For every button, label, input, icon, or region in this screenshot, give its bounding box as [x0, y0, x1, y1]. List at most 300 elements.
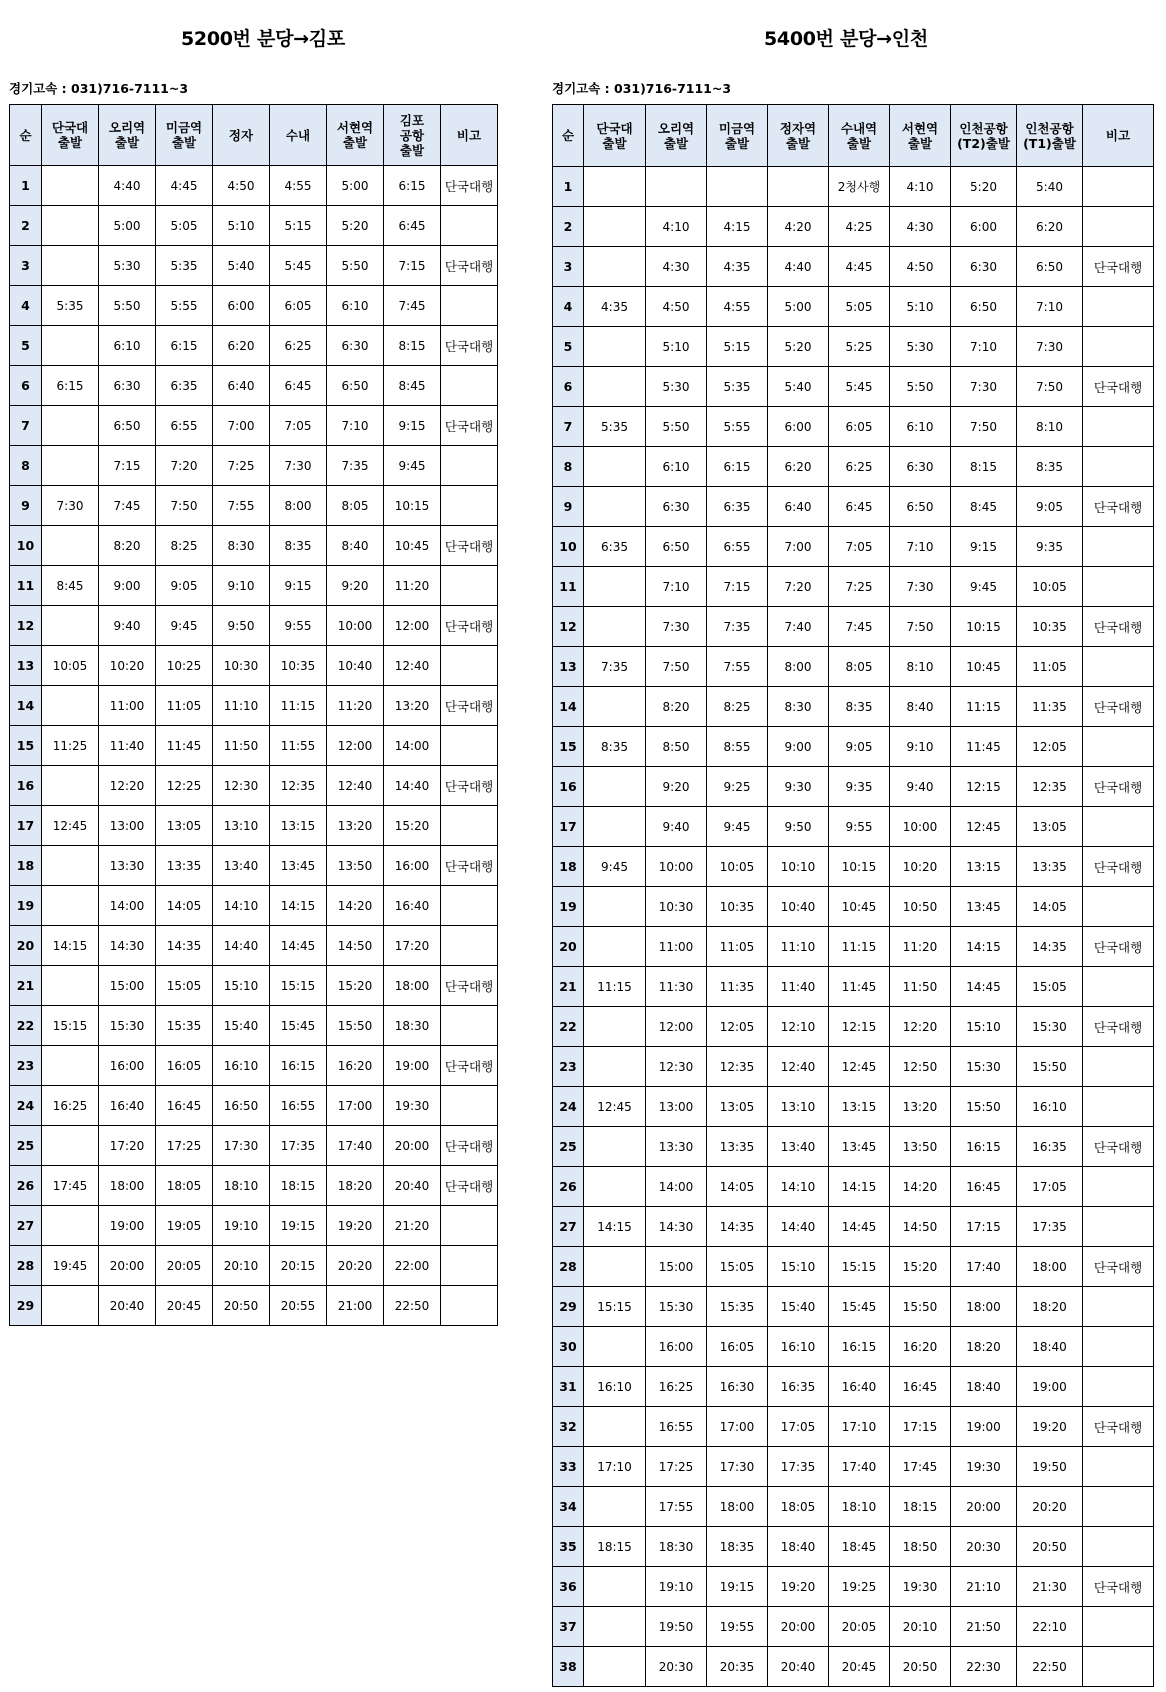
time-cell: 8:15: [951, 447, 1017, 487]
time-cell: 13:00: [646, 1087, 707, 1127]
time-cell: 7:50: [951, 407, 1017, 447]
time-cell: 16:10: [768, 1327, 829, 1367]
time-cell: 8:35: [270, 526, 327, 566]
note-cell: 단국대행: [1083, 1407, 1154, 1447]
time-cell: 14:30: [99, 926, 156, 966]
table-row: [10, 646, 498, 686]
time-cell: 7:15: [384, 246, 441, 286]
note-cell: [441, 206, 498, 246]
time-cell: [42, 446, 99, 486]
time-cell: 9:50: [768, 807, 829, 847]
time-cell: 20:00: [384, 1126, 441, 1166]
time-cell: 11:15: [951, 687, 1017, 727]
time-cell: 20:50: [890, 1647, 951, 1687]
row-number: 9: [553, 487, 584, 527]
time-cell: 5:30: [646, 367, 707, 407]
time-cell: 20:10: [213, 1246, 270, 1286]
time-cell: 14:35: [707, 1207, 768, 1247]
time-cell: 14:20: [327, 886, 384, 926]
time-cell: 17:00: [707, 1407, 768, 1447]
time-cell: 5:45: [270, 246, 327, 286]
time-cell: 13:05: [707, 1087, 768, 1127]
time-cell: 8:50: [646, 727, 707, 767]
table-row: [10, 846, 498, 886]
time-cell: 8:35: [829, 687, 890, 727]
time-cell: 5:40: [768, 367, 829, 407]
time-cell: 7:05: [829, 527, 890, 567]
time-cell: 10:20: [99, 646, 156, 686]
table-row: [553, 927, 1154, 967]
note-cell: 단국대행: [1083, 927, 1154, 967]
row-number: 3: [553, 247, 584, 287]
time-cell: 5:00: [768, 287, 829, 327]
time-cell: 12:15: [951, 767, 1017, 807]
time-cell: 11:15: [584, 967, 646, 1007]
time-cell: 17:25: [646, 1447, 707, 1487]
note-cell: 단국대행: [441, 1126, 498, 1166]
time-cell: 4:50: [890, 247, 951, 287]
time-cell: [584, 247, 646, 287]
time-cell: 9:15: [951, 527, 1017, 567]
time-cell: [584, 327, 646, 367]
table-row: [553, 1047, 1154, 1087]
table-row: [553, 1167, 1154, 1207]
time-cell: 14:40: [384, 766, 441, 806]
time-cell: 7:00: [768, 527, 829, 567]
time-cell: 16:10: [584, 1367, 646, 1407]
row-number: 20: [553, 927, 584, 967]
time-cell: 17:35: [1017, 1207, 1083, 1247]
time-cell: 13:30: [99, 846, 156, 886]
time-cell: 20:50: [1017, 1527, 1083, 1567]
time-cell: 14:20: [890, 1167, 951, 1207]
note-cell: 단국대행: [441, 766, 498, 806]
time-cell: 13:50: [890, 1127, 951, 1167]
column-header: 서현역 출발: [890, 105, 951, 167]
time-cell: 7:05: [270, 406, 327, 446]
time-cell: 5:00: [327, 166, 384, 206]
time-cell: 20:50: [213, 1286, 270, 1326]
note-cell: [441, 486, 498, 526]
time-cell: 16:00: [646, 1327, 707, 1367]
row-number: 30: [553, 1327, 584, 1367]
time-cell: 15:30: [1017, 1007, 1083, 1047]
row-number: 1: [553, 167, 584, 207]
note-cell: [441, 1086, 498, 1126]
time-cell: 11:35: [707, 967, 768, 1007]
time-cell: 20:45: [156, 1286, 213, 1326]
row-number: 24: [10, 1086, 42, 1126]
time-cell: 10:50: [890, 887, 951, 927]
row-number: 11: [553, 567, 584, 607]
note-cell: [1083, 887, 1154, 927]
time-cell: 18:40: [1017, 1327, 1083, 1367]
time-cell: 4:30: [646, 247, 707, 287]
time-cell: 14:50: [327, 926, 384, 966]
time-cell: 7:20: [768, 567, 829, 607]
time-cell: 11:20: [384, 566, 441, 606]
time-cell: 9:45: [384, 446, 441, 486]
time-cell: 12:40: [384, 646, 441, 686]
time-cell: 20:00: [99, 1246, 156, 1286]
table-row: [553, 687, 1154, 727]
time-cell: 9:10: [213, 566, 270, 606]
table-row: [10, 166, 498, 206]
time-cell: 15:10: [951, 1007, 1017, 1047]
time-cell: 16:05: [156, 1046, 213, 1086]
time-cell: 6:25: [829, 447, 890, 487]
time-cell: 19:00: [384, 1046, 441, 1086]
time-cell: 20:40: [384, 1166, 441, 1206]
time-cell: 9:45: [951, 567, 1017, 607]
time-cell: 18:05: [768, 1487, 829, 1527]
time-cell: 4:45: [829, 247, 890, 287]
table-row: [10, 406, 498, 446]
time-cell: 10:35: [270, 646, 327, 686]
time-cell: 11:35: [1017, 687, 1083, 727]
note-cell: [441, 286, 498, 326]
header-row: [10, 105, 498, 166]
time-cell: 8:35: [584, 727, 646, 767]
time-cell: 5:50: [327, 246, 384, 286]
row-number: 15: [553, 727, 584, 767]
table-row: [553, 1407, 1154, 1447]
time-cell: 4:55: [270, 166, 327, 206]
time-cell: 7:50: [890, 607, 951, 647]
time-cell: 19:00: [951, 1407, 1017, 1447]
time-cell: 21:00: [327, 1286, 384, 1326]
time-cell: 17:00: [327, 1086, 384, 1126]
row-number: 15: [10, 726, 42, 766]
table-row: [553, 1527, 1154, 1567]
row-number: 5: [553, 327, 584, 367]
time-cell: 7:10: [1017, 287, 1083, 327]
column-header: 수내역 출발: [829, 105, 890, 167]
time-cell: [42, 326, 99, 366]
time-cell: 6:30: [327, 326, 384, 366]
time-cell: 6:30: [646, 487, 707, 527]
time-cell: 4:10: [646, 207, 707, 247]
time-cell: 13:50: [327, 846, 384, 886]
time-cell: [42, 206, 99, 246]
note-cell: [1083, 647, 1154, 687]
note-cell: [1083, 1487, 1154, 1527]
column-header: 인천공항 (T1)출발: [1017, 105, 1083, 167]
note-cell: [1083, 407, 1154, 447]
row-number: 37: [553, 1607, 584, 1647]
note-cell: [1083, 967, 1154, 1007]
time-cell: [584, 807, 646, 847]
column-header: 미금역 출발: [156, 105, 213, 166]
note-cell: [441, 446, 498, 486]
time-cell: 18:00: [1017, 1247, 1083, 1287]
row-number: 18: [10, 846, 42, 886]
time-cell: 6:10: [646, 447, 707, 487]
table-row: [10, 1286, 498, 1326]
column-header: 비고: [1083, 105, 1154, 167]
table-row: [10, 566, 498, 606]
table-row: [10, 246, 498, 286]
time-cell: 22:50: [384, 1286, 441, 1326]
time-cell: 10:20: [890, 847, 951, 887]
table-row: [553, 967, 1154, 1007]
time-cell: 10:00: [327, 606, 384, 646]
time-cell: 15:40: [768, 1287, 829, 1327]
time-cell: 7:50: [646, 647, 707, 687]
time-cell: 14:15: [584, 1207, 646, 1247]
row-number: 16: [10, 766, 42, 806]
time-cell: 5:30: [890, 327, 951, 367]
time-cell: 8:40: [327, 526, 384, 566]
time-cell: 17:15: [890, 1407, 951, 1447]
row-number: 5: [10, 326, 42, 366]
time-cell: 5:50: [99, 286, 156, 326]
column-header: 순: [553, 105, 584, 167]
time-cell: 16:00: [99, 1046, 156, 1086]
time-cell: 18:15: [890, 1487, 951, 1527]
time-cell: 16:10: [1017, 1087, 1083, 1127]
timetable-5400-title: 5400번 분당→인천: [764, 28, 928, 50]
time-cell: 10:15: [829, 847, 890, 887]
column-header: 순: [10, 105, 42, 166]
time-cell: 8:05: [327, 486, 384, 526]
time-cell: 17:35: [768, 1447, 829, 1487]
table-row: [10, 1246, 498, 1286]
time-cell: 17:15: [951, 1207, 1017, 1247]
note-cell: [1083, 727, 1154, 767]
time-cell: 11:05: [156, 686, 213, 726]
row-number: 4: [553, 287, 584, 327]
time-cell: 10:05: [1017, 567, 1083, 607]
time-cell: 8:30: [768, 687, 829, 727]
time-cell: 14:15: [42, 926, 99, 966]
row-number: 35: [553, 1527, 584, 1567]
row-number: 22: [10, 1006, 42, 1046]
time-cell: 16:40: [384, 886, 441, 926]
time-cell: 8:35: [1017, 447, 1083, 487]
time-cell: 15:20: [384, 806, 441, 846]
timetable-5200-table: [9, 104, 498, 1326]
time-cell: 8:20: [646, 687, 707, 727]
row-number: 14: [10, 686, 42, 726]
time-cell: 18:35: [707, 1527, 768, 1567]
row-number: 29: [553, 1287, 584, 1327]
time-cell: 16:20: [890, 1327, 951, 1367]
time-cell: 15:20: [890, 1247, 951, 1287]
time-cell: 11:45: [951, 727, 1017, 767]
time-cell: 9:15: [384, 406, 441, 446]
time-cell: 22:30: [951, 1647, 1017, 1687]
time-cell: 20:15: [270, 1246, 327, 1286]
time-cell: 4:40: [99, 166, 156, 206]
time-cell: 11:00: [646, 927, 707, 967]
row-number: 7: [553, 407, 584, 447]
note-cell: [441, 646, 498, 686]
row-number: 8: [553, 447, 584, 487]
time-cell: 11:05: [707, 927, 768, 967]
note-cell: [1083, 1287, 1154, 1327]
time-cell: 7:10: [327, 406, 384, 446]
time-cell: 11:40: [99, 726, 156, 766]
time-cell: 12:35: [270, 766, 327, 806]
time-cell: 7:10: [646, 567, 707, 607]
time-cell: 20:00: [768, 1607, 829, 1647]
time-cell: 6:55: [707, 527, 768, 567]
note-cell: [441, 726, 498, 766]
time-cell: 14:10: [768, 1167, 829, 1207]
table-row: [10, 526, 498, 566]
row-number: 26: [10, 1166, 42, 1206]
time-cell: [584, 1647, 646, 1687]
time-cell: 4:25: [829, 207, 890, 247]
time-cell: 16:15: [951, 1127, 1017, 1167]
time-cell: 20:30: [646, 1647, 707, 1687]
time-cell: 9:15: [270, 566, 327, 606]
time-cell: [584, 167, 646, 207]
time-cell: 22:00: [384, 1246, 441, 1286]
time-cell: 6:00: [951, 207, 1017, 247]
time-cell: 9:30: [768, 767, 829, 807]
time-cell: 10:10: [768, 847, 829, 887]
note-cell: [1083, 447, 1154, 487]
time-cell: 9:45: [156, 606, 213, 646]
time-cell: 5:35: [707, 367, 768, 407]
table-row: [10, 1166, 498, 1206]
timetable-5200-title: 5200번 분당→김포: [181, 28, 345, 50]
time-cell: 19:55: [707, 1607, 768, 1647]
time-cell: 12:05: [1017, 727, 1083, 767]
row-number: 9: [10, 486, 42, 526]
time-cell: 6:50: [951, 287, 1017, 327]
time-cell: 20:00: [951, 1487, 1017, 1527]
time-cell: 9:40: [99, 606, 156, 646]
note-cell: 단국대행: [441, 1166, 498, 1206]
time-cell: 12:20: [99, 766, 156, 806]
note-cell: [441, 366, 498, 406]
time-cell: 17:20: [99, 1126, 156, 1166]
time-cell: 21:50: [951, 1607, 1017, 1647]
time-cell: 5:15: [270, 206, 327, 246]
time-cell: [584, 1487, 646, 1527]
note-cell: [1083, 287, 1154, 327]
time-cell: [584, 1607, 646, 1647]
time-cell: 15:05: [156, 966, 213, 1006]
time-cell: 13:20: [890, 1087, 951, 1127]
time-cell: 15:10: [213, 966, 270, 1006]
time-cell: 19:30: [951, 1447, 1017, 1487]
time-cell: 15:50: [890, 1287, 951, 1327]
time-cell: 6:10: [327, 286, 384, 326]
time-cell: 15:50: [1017, 1047, 1083, 1087]
time-cell: 13:45: [829, 1127, 890, 1167]
time-cell: 9:35: [1017, 527, 1083, 567]
note-cell: 단국대행: [1083, 487, 1154, 527]
time-cell: 14:40: [768, 1207, 829, 1247]
time-cell: 19:10: [646, 1567, 707, 1607]
table-row: [10, 726, 498, 766]
note-cell: [1083, 167, 1154, 207]
time-cell: 14:45: [270, 926, 327, 966]
time-cell: 11:10: [768, 927, 829, 967]
table-row: [10, 966, 498, 1006]
time-cell: 11:55: [270, 726, 327, 766]
time-cell: 13:05: [1017, 807, 1083, 847]
time-cell: 13:10: [213, 806, 270, 846]
time-cell: [42, 766, 99, 806]
time-cell: [584, 447, 646, 487]
time-cell: 9:55: [270, 606, 327, 646]
column-header: 단국대 출발: [42, 105, 99, 166]
time-cell: 14:35: [156, 926, 213, 966]
table-row: [553, 527, 1154, 567]
time-cell: 5:35: [584, 407, 646, 447]
time-cell: 8:25: [707, 687, 768, 727]
time-cell: 14:05: [707, 1167, 768, 1207]
time-cell: 20:45: [829, 1647, 890, 1687]
time-cell: 5:05: [156, 206, 213, 246]
time-cell: 13:15: [951, 847, 1017, 887]
time-cell: 14:05: [156, 886, 213, 926]
time-cell: 9:25: [707, 767, 768, 807]
column-header: 수내: [270, 105, 327, 166]
time-cell: 14:15: [270, 886, 327, 926]
time-cell: 12:05: [707, 1007, 768, 1047]
time-cell: 11:00: [99, 686, 156, 726]
time-cell: 10:15: [951, 607, 1017, 647]
time-cell: 15:00: [99, 966, 156, 1006]
time-cell: 14:00: [384, 726, 441, 766]
time-cell: 21:30: [1017, 1567, 1083, 1607]
time-cell: 6:45: [270, 366, 327, 406]
time-cell: 5:20: [951, 167, 1017, 207]
time-cell: 6:00: [768, 407, 829, 447]
table-row: [10, 606, 498, 646]
table-row: [10, 806, 498, 846]
time-cell: [584, 767, 646, 807]
time-cell: 15:15: [270, 966, 327, 1006]
time-cell: 15:50: [327, 1006, 384, 1046]
note-cell: 단국대행: [441, 526, 498, 566]
time-cell: 8:25: [156, 526, 213, 566]
time-cell: 5:05: [829, 287, 890, 327]
time-cell: 5:55: [156, 286, 213, 326]
time-cell: 18:00: [99, 1166, 156, 1206]
time-cell: 5:15: [707, 327, 768, 367]
time-cell: 19:20: [1017, 1407, 1083, 1447]
time-cell: 10:05: [707, 847, 768, 887]
column-header: 서현역 출발: [327, 105, 384, 166]
time-cell: [584, 1127, 646, 1167]
table-row: [553, 727, 1154, 767]
time-cell: 6:15: [384, 166, 441, 206]
time-cell: 16:15: [829, 1327, 890, 1367]
time-cell: [42, 606, 99, 646]
row-number: 31: [553, 1367, 584, 1407]
row-number: 8: [10, 446, 42, 486]
note-cell: 단국대행: [1083, 847, 1154, 887]
time-cell: 9:20: [327, 566, 384, 606]
row-number: 10: [553, 527, 584, 567]
time-cell: 5:55: [707, 407, 768, 447]
time-cell: 17:30: [213, 1126, 270, 1166]
time-cell: 15:45: [270, 1006, 327, 1046]
time-cell: 16:45: [156, 1086, 213, 1126]
note-cell: [441, 1286, 498, 1326]
time-cell: 7:45: [99, 486, 156, 526]
time-cell: 7:55: [213, 486, 270, 526]
time-cell: 18:40: [951, 1367, 1017, 1407]
note-cell: 단국대행: [441, 686, 498, 726]
